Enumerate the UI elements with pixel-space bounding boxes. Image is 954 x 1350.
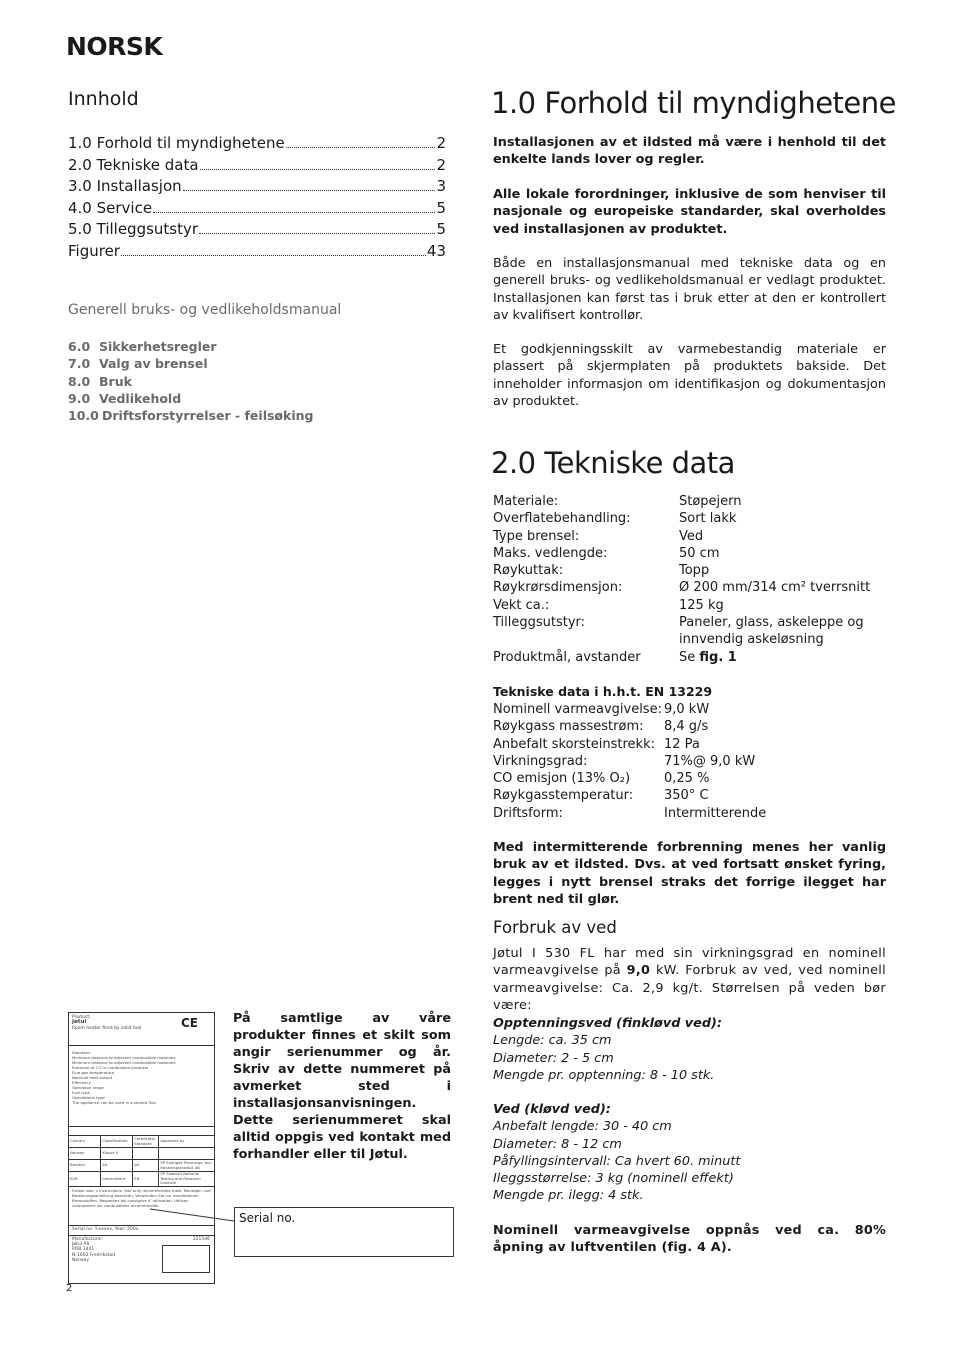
intermittent-note: Med intermitterende forbrenning menes her vanlig bruk av et ildsted. Dvs. at ved fortsatt ønsket fyring, legges i nytt brensel straks det forrige ilegget har brent ned til glør.: [493, 840, 886, 907]
list-item: Ileggsstørrelse: 3 kg (nominell effekt): [493, 1171, 734, 1187]
spec-row: Maks. vedlengde: 50 cm: [493, 545, 720, 561]
tech-data-title: Tekniske data i h.h.t. EN 13229: [493, 684, 713, 699]
plate-text: Emission of CO in combustion products: [72, 1065, 149, 1070]
spec-row: Overflatebehandling: Sort lakk: [493, 511, 737, 527]
nominal-output-note: Nominell varmeavgivelse oppnås ved ca. 80% åpning av luftventilen (fig. 4 A).: [493, 1223, 886, 1256]
general-manual-title: Generell bruks- og vedlikeholdsmanual: [68, 302, 342, 318]
plate-text: Flue gas temperature: [72, 1070, 114, 1075]
plate-text: Minimum distance to adjacent combustible materials: [72, 1060, 176, 1065]
toc-item[interactable]: 2.0 Tekniske data 2: [68, 155, 446, 174]
spec-row: Røykuttak: Topp: [493, 563, 710, 579]
tech-data-row: Driftsform: Intermitterende: [493, 805, 767, 821]
figure-reference: fig. 1: [699, 649, 737, 665]
list-item: 7.0 Valg av brensel: [68, 356, 208, 372]
serial-note: På samtlige av våre produkter finnes et skilt som angir serienummer og år. Skriv av dette nummeret på avmerket sted i installasjonsanvisningen. Dette serienummeret skal alltid oppgis ved kontakt med forhandler eller til Jøtul.: [233, 1011, 451, 1162]
section-2-title: 2.0 Tekniske data: [491, 446, 735, 480]
list-item: Mengde pr. ilegg: 4 stk.: [493, 1188, 644, 1204]
spec-row: Produktmål, avstander Se fig. 1: [493, 649, 737, 665]
forbruk-title: Forbruk av ved: [493, 918, 617, 937]
wood-title: Ved (kløvd ved):: [493, 1102, 611, 1117]
section-1-paragraph: Installasjonen av et ildsted må være i henhold til det enkelte lands lover og regler.: [493, 135, 886, 168]
plate-manufacturer: N-1602 Fredrikstad: [72, 1252, 115, 1258]
plate-desc: Room heater fired by solid fuel: [72, 1025, 142, 1031]
plate-text: Standard: [72, 1050, 90, 1055]
kindling-title: Opptenningsved (finkløvd ved):: [493, 1016, 722, 1031]
toc-item[interactable]: 4.0 Service 5: [68, 198, 446, 217]
list-item: Påfyllingsintervall: Ca hvert 60. minutt: [493, 1153, 741, 1169]
spec-row: Vekt ca.: 125 kg: [493, 597, 724, 613]
toc-item[interactable]: 3.0 Installasjon 3: [68, 177, 446, 195]
list-item: Diameter: 8 - 12 cm: [493, 1136, 622, 1152]
tech-data-row: Anbefalt skorsteinstrekk: 12 Pa: [493, 736, 700, 752]
tech-data-row: CO emisjon (13% O₂) 0,25 %: [493, 771, 710, 787]
toc-item[interactable]: 1.0 Forhold til myndighetene 2: [68, 134, 446, 152]
spec-row: Tilleggsutstyr: Paneler, glass, askeleppe og innvendig askeløsning: [493, 615, 864, 648]
spec-row: Materiale: Støpejern: [493, 494, 742, 509]
list-item: Mengde pr. opptenning: 8 - 10 stk.: [493, 1067, 715, 1083]
list-item: Anbefalt lengde: 30 - 40 cm: [493, 1119, 672, 1135]
plate-text: The appliance can be used in a shared flue.: [72, 1100, 157, 1105]
plate-text: Minimum distance to adjacent combustible materials: [72, 1055, 176, 1060]
plate-text: Fuel type: [72, 1090, 90, 1095]
tech-data-row: Røykgasstemperatur: 350° C: [493, 788, 709, 804]
section-1-title: 1.0 Forhold til myndighetene: [491, 86, 896, 120]
plate-text: Operational type: [72, 1095, 105, 1100]
plate-manufacturer-label: Manufacturer:: [72, 1236, 104, 1242]
plate-text: Operation range: [72, 1085, 104, 1090]
language-heading: NORSK: [66, 32, 163, 61]
toc-item[interactable]: Figurer 43: [68, 241, 446, 260]
plate-table: Country Classification Certificate/ Standard Approved by Norway Klasse II Sweden Alt. ge SP Sveriges Provnings- och forskningsinstitut AB EUR intermittent EN SP Swedish National Testing and Research Institute: [69, 1135, 214, 1187]
toc-heading: Innhold: [68, 88, 139, 110]
list-item: Lengde: ca. 35 cm: [493, 1033, 612, 1049]
section-1-paragraph: Alle lokale forordninger, inklusive de som henviser til nasjonale og europeiske standarder, skal overholdes ved installasjonen av produktet.: [493, 187, 886, 237]
list-item: 10.0 Driftsforstyrrelser - feilsøking: [68, 408, 314, 424]
list-item: Diameter: 2 - 5 cm: [493, 1050, 614, 1066]
plate-code: 221546: [192, 1236, 210, 1242]
section-1-paragraph: Både en installasjonsmanual med tekniske data og en generell bruks- og vedlikeholdsmanual er vedlagt produktet. Installasjonen kan først tas i bruk etter at den er kontrollert av kvalifisert kontrollør.: [493, 256, 886, 323]
tech-data-row: Nominell varmeavgivelse: 9,0 kW: [493, 702, 710, 717]
ce-mark: CE: [180, 1016, 198, 1030]
plate-manufacturer: Norway: [72, 1257, 90, 1263]
page-number: 2: [66, 1283, 73, 1294]
tech-data-row: Virkningsgrad: 71%@ 9,0 kW: [493, 753, 756, 769]
plate-text: Nominal heat output: [72, 1075, 113, 1080]
section-1-paragraph: Et godkjenningsskilt av varmebestandig materiale er plassert på skjermplaten på produktets bakside. Det inneholder informasjon om identifikasjon og dokumentasjon av produktet.: [493, 342, 886, 409]
plate-product: Jøtul: [72, 1019, 87, 1026]
tech-data-row: Røykgass massestrøm: 8,4 g/s: [493, 719, 709, 735]
plate-manufacturer: Jøtul AS: [72, 1242, 90, 1248]
spec-row: Type brensel: Ved: [493, 528, 704, 544]
list-item: 9.0 Vedlikehold: [68, 390, 182, 406]
plate-text: Efficiency: [72, 1080, 91, 1085]
list-item: 8.0 Bruk: [68, 373, 132, 389]
plate-serial: Serial no: Y-xxxxx, Year: 200x: [69, 1226, 214, 1236]
plate-footer: Follow user´s instructions. Use only recommended fuels. Montage- und Bedienungsanleitung beachten. Verwenden Sie nur empfohlenen Brennstoffen. Respectez les consignes d´utilisation. Utilisez uniquement les combustibles recommandés.: [69, 1187, 214, 1226]
serial-label: Serial no.: [239, 1211, 296, 1225]
forbruk-paragraph: Jøtul I 530 FL har med sin virkningsgrad en nominell varmeavgivelse på 9,0 kW. Forbruk av ved, ved nominell varmeavgivelse: Ca. 2,9 kg/t. Størrelsen på veden bør være:: [493, 946, 886, 1013]
plate-manufacturer: POB 1441: [72, 1247, 95, 1253]
spec-row: Røykrørsdimensjon: Ø 200 mm/314 cm² tverrsnitt: [493, 580, 871, 596]
plate-product-label: Product:: [72, 1015, 91, 1020]
toc-item[interactable]: 5.0 Tilleggsutstyr 5: [68, 220, 446, 238]
list-item: 6.0 Sikkerhetsregler: [68, 339, 217, 354]
